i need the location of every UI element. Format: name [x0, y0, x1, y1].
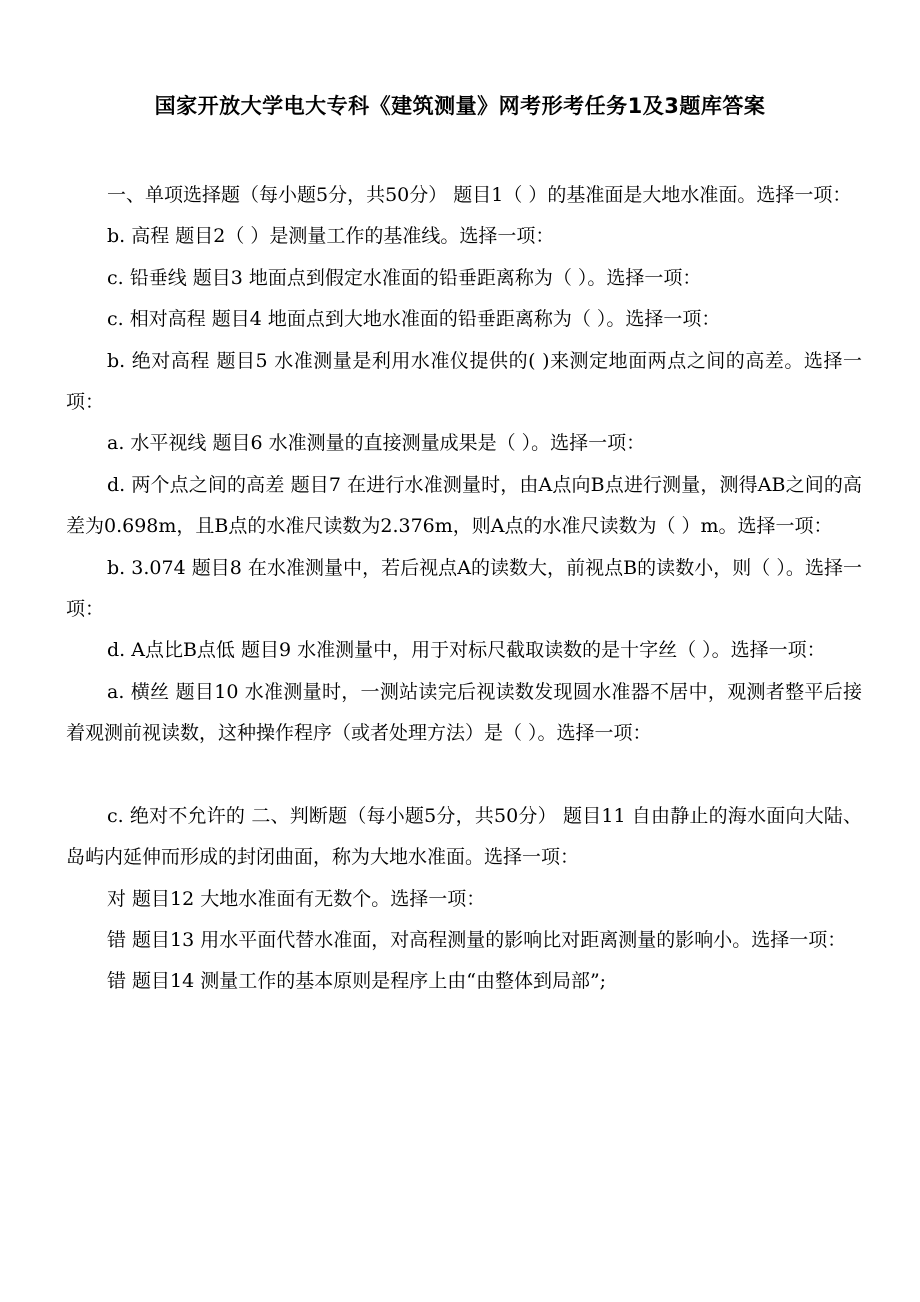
paragraph-q12: 对 题目12 大地水准面有无数个。选择一项：	[107, 887, 486, 910]
paragraph-q14: 错 题目14 测量工作的基本原则是程序上由“由整体到局部”;	[107, 970, 607, 993]
paragraph-q13: 错 题目13 用水平面代替水准面，对高程测量的影响比对距离测量的影响小。选择一项：	[107, 928, 847, 951]
paragraph-q3: c. 铅垂线 题目3 地面点到假定水准面的铅垂距离称为（ ）。选择一项：	[107, 266, 702, 289]
paragraph-q7: d. 两个点之间的高差 题目7 在进行水准测量时，由A点向B点进行测量，测得AB之间的高差为0.698m，且B点的水准尺读数为2.376m，则A点的水准尺读数为（ ）m。选择一项：	[66, 473, 862, 538]
paragraph-q6: a. 水平视线 题目6 水准测量的直接测量成果是（ ）。选择一项：	[107, 432, 646, 455]
paragraph-q11: c. 绝对不允许的 二、判断题（每小题5分，共50分） 题目11 自由静止的海水面向大陆、岛屿内延伸而形成的封闭曲面，称为大地水准面。选择一项：	[66, 804, 862, 869]
paragraph-q10: a. 横丝 题目10 水准测量时，一测站读完后视读数发现圆水准器不居中，观测者整平后接着观测前视读数，这种操作程序（或者处理方法）是（ ）。选择一项：	[66, 680, 862, 745]
paragraph-q4: c. 相对高程 题目4 地面点到大地水准面的铅垂距离称为（ ）。选择一项：	[107, 308, 721, 331]
paragraph-q1: 一、单项选择题（每小题5分，共50分） 题目1（ ）的基准面是大地水准面。选择一项：	[107, 184, 852, 206]
paragraph-spacer	[66, 755, 862, 796]
document-body	[66, 175, 862, 1003]
document-title: 国家开放大学电大专科《建筑测量》网考形考任务1及3题库答案	[154, 94, 766, 118]
paragraph-q5: b. 绝对高程 题目5 水准测量是利用水准仪提供的( )来测定地面两点之间的高差。选择一项：	[66, 349, 862, 414]
paragraph-q8: b. 3.074 题目8 在水准测量中，若后视点A的读数大，前视点B的读数小，则（ ）。选择一项：	[66, 556, 862, 621]
paragraph-q2: b. 高程 题目2（ ）是测量工作的基准线。选择一项：	[107, 225, 555, 248]
paragraph-q9: d. A点比B点低 题目9 水准测量中，用于对标尺截取读数的是十字丝（ ）。选择一项：	[107, 639, 826, 662]
